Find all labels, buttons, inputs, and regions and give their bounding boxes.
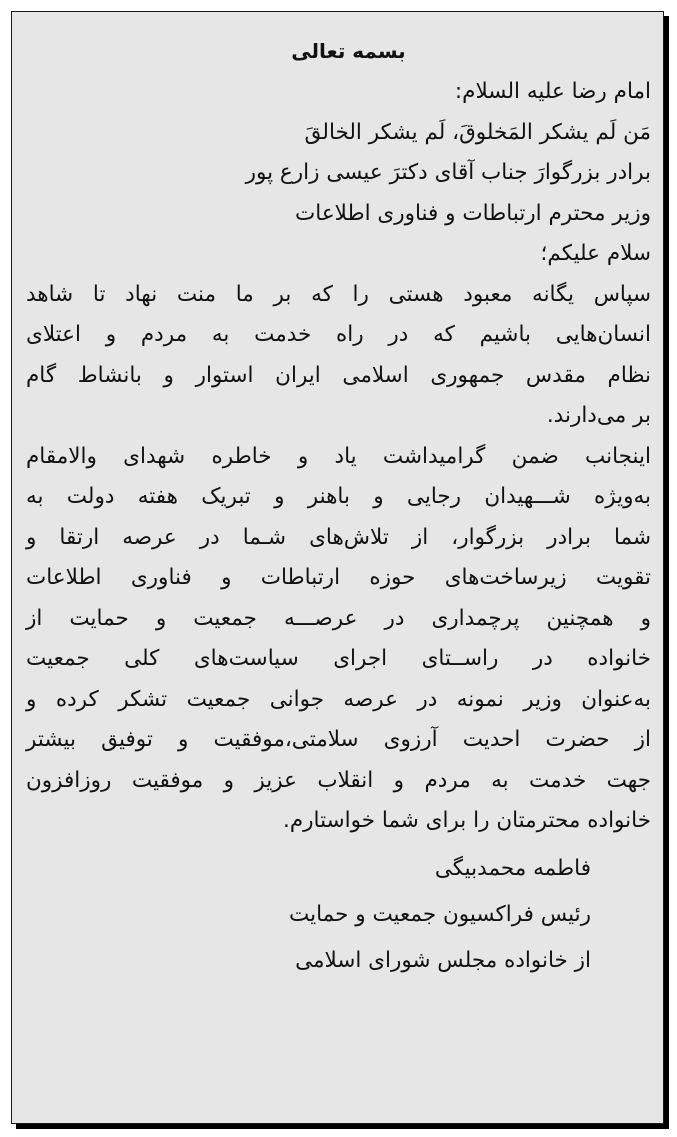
hadith-text: مَن لَم یشکر المَخلوقَ، لَم یشکر الخالقَ [304,119,651,145]
paragraph-line: بر می‌دارند. [546,403,651,428]
paragraph-line: خانواده محترمتان را برای شما خواستارم. [283,808,651,833]
signatory-title: از خانواده مجلس شورای اسلامی [295,947,591,973]
letter-body [26,30,651,984]
paragraph-line: انسان‌هایی باشیم که در راه خدمت به مردم و اعتلای [26,322,651,347]
paragraph-line: سپاس یگانه معبود هستی را که بر ما منت نهاد تا شاهد [26,281,651,307]
paragraph-line: شما برادر بزرگوار، از تلاش‌های شـما در عرصه ارتقا و [26,524,651,550]
paragraph-line: تقویت زیرساخت‌های حوزه ارتباطات و فناوری اطلاعات [26,565,651,590]
paragraph-line: جهت خدمت به مردم و انقلاب عزیز و موفقیت روزافزون [26,767,651,793]
paragraph-1 [26,275,651,437]
recipient-name: برادر بزرگوارَ جناب آقای دکترَ عیسی زارع پور [245,160,651,185]
signature-block [26,846,651,984]
paragraph-line: از حضرت احدیت آرزوی سلامتی،موفقیت و توفیق بیشتر [26,727,651,752]
signatory-title: رئیس فراکسیون جمعیت و حمایت [289,901,591,927]
paragraph-line: اینجانب ضمن گرامیداشت یاد و خاطره شهدای والامقام [26,443,651,469]
paragraph-line: خانواده در راســتای اجرای سیاست‌های کلی جمعیت [26,646,651,671]
intro-block [26,72,651,275]
signatory-name: فاطمه محمدبیگی [434,855,591,881]
letter-heading: بسمه تعالی [291,39,406,63]
paragraph-line: به‌ویژه شـــهیدان رجایی و باهنر و تبریک هفته دولت به [26,484,651,509]
paragraph-line: نظام مقدس جمهوری اسلامی ایران استوار و بانشاط گام [26,362,651,388]
paragraph-line: و همچنین پرچمداری در عرصـــه جمعیت و حمایت از [26,605,651,631]
salutation: سلام علیکم؛ [540,241,651,266]
paragraph-line: به‌عنوان وزیر نمونه در عرصه جوانی جمعیت تشکر کرده و [26,686,651,712]
paragraph-2 [26,437,651,842]
imam-quote-attribution: امام رضا علیه السلام: [454,79,651,104]
recipient-title: وزیر محترم ارتباطات و فناوری اطلاعات [295,200,651,226]
